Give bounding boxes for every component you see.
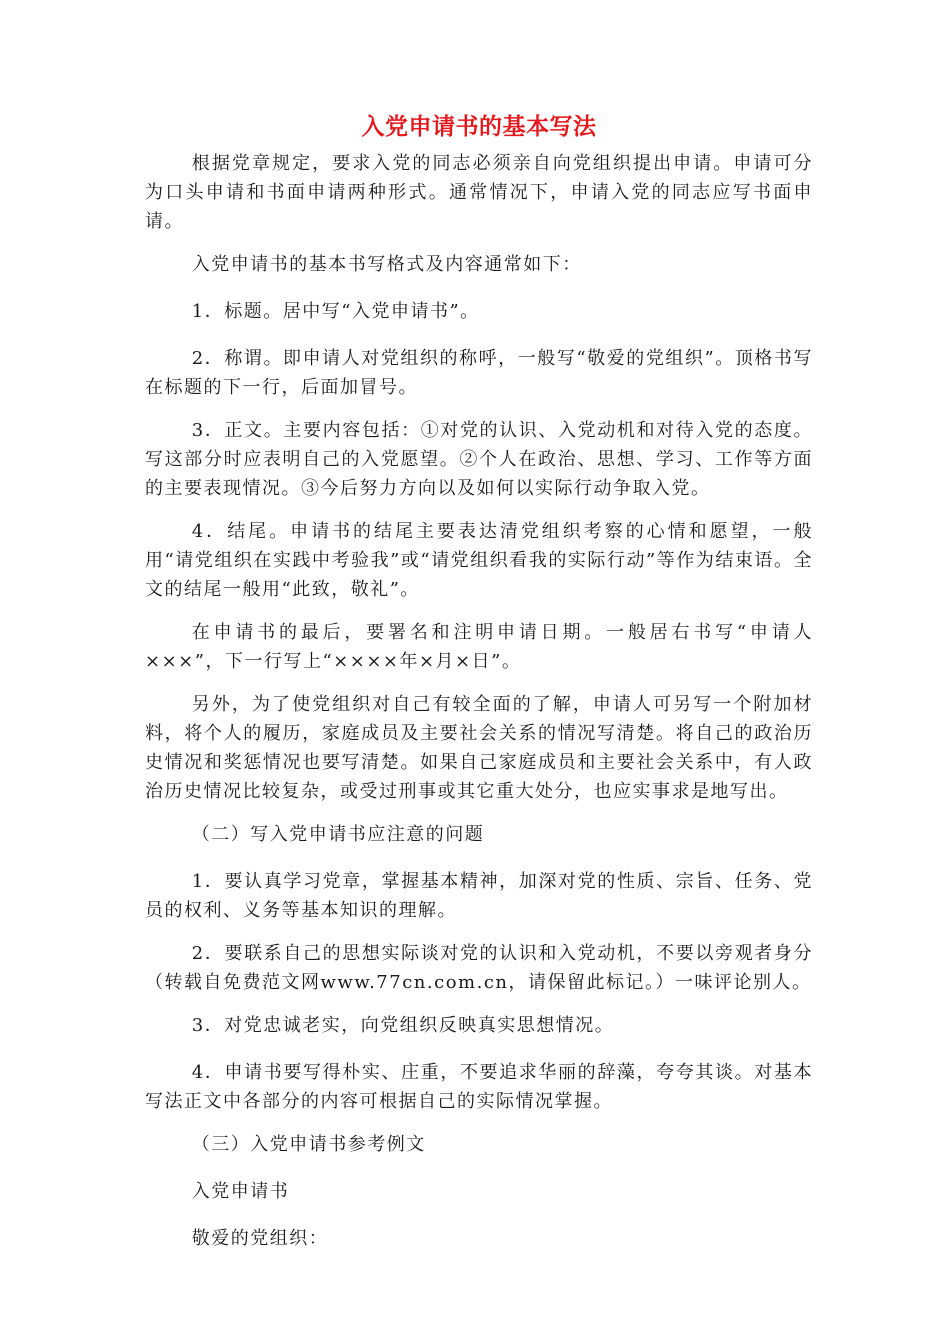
paragraph-note-4: 4．申请书要写得朴实、庄重，不要追求华丽的辞藻，夸夸其谈。对基本写法正文中各部分的内容可根据自己的实际情况掌握。 <box>145 1062 813 1112</box>
paragraph-item-body: 3．正文。主要内容包括：①对党的认识、入党动机和对待入党的态度。写这部分时应表明自己的入党愿望。②个人在政治、思想、学习、工作等方面的主要表现情况。③今后努力方向以及如何以实际行动争取入党。 <box>145 420 813 499</box>
section-heading-notes: （二）写入党申请书应注意的问题 <box>191 824 485 845</box>
paragraph-note-3: 3．对党忠诚老实，向党组织反映真实思想情况。 <box>191 1015 615 1036</box>
paragraph-signature: 在申请书的最后，要署名和注明申请日期。一般居右书写“申请人×××”，下一行写上“××××年×月×日”。 <box>145 622 813 672</box>
paragraph-note-2: 2．要联系自己的思想实际谈对党的认识和入党动机，不要以旁观者身分（转载自免费范文网www.77cn.com.cn，请保留此标记。）一味评论别人。 <box>145 943 813 993</box>
example-salutation: 敬爱的党组织： <box>191 1228 329 1249</box>
paragraph-intro: 根据党章规定，要求入党的同志必须亲自向党组织提出申请。申请可分为口头申请和书面申请两种形式。通常情况下，申请入党的同志应写书面申请。 <box>145 153 813 232</box>
paragraph-item-salutation: 2．称谓。即申请人对党组织的称呼，一般写“敬爱的党组织”。顶格书写在标题的下一行，后面加冒号。 <box>145 348 813 398</box>
document-title: 入党申请书的基本写法 <box>361 114 597 140</box>
section-heading-example: （三）入党申请书参考例文 <box>191 1134 426 1155</box>
paragraph-item-ending: 4．结尾。申请书的结尾主要表达清党组织考察的心情和愿望，一般用“请党组织在实践中考验我”或“请党组织看我的实际行动”等作为结束语。全文的结尾一般用“此致，敬礼”。 <box>145 521 813 600</box>
paragraph-note-1: 1．要认真学习党章，掌握基本精神，加深对党的性质、宗旨、任务、党员的权利、义务等基本知识的理解。 <box>145 871 813 921</box>
example-title: 入党申请书 <box>191 1181 290 1202</box>
paragraph-additional-material: 另外，为了使党组织对自己有较全面的了解，申请人可另写一个附加材料，将个人的履历，家庭成员及主要社会关系的情况写清楚。将自己的政治历史情况和奖惩情况也要写清楚。如果自己家庭成员和主要社会关系中，有人政治历史情况比较复杂，或受过刑事或其它重大处分，也应实事求是地写出。 <box>145 694 813 802</box>
paragraph-item-title: 1．标题。居中写“入党申请书”。 <box>191 301 480 322</box>
paragraph-format-heading: 入党申请书的基本书写格式及内容通常如下： <box>191 254 582 275</box>
document-body <box>145 112 813 1271</box>
